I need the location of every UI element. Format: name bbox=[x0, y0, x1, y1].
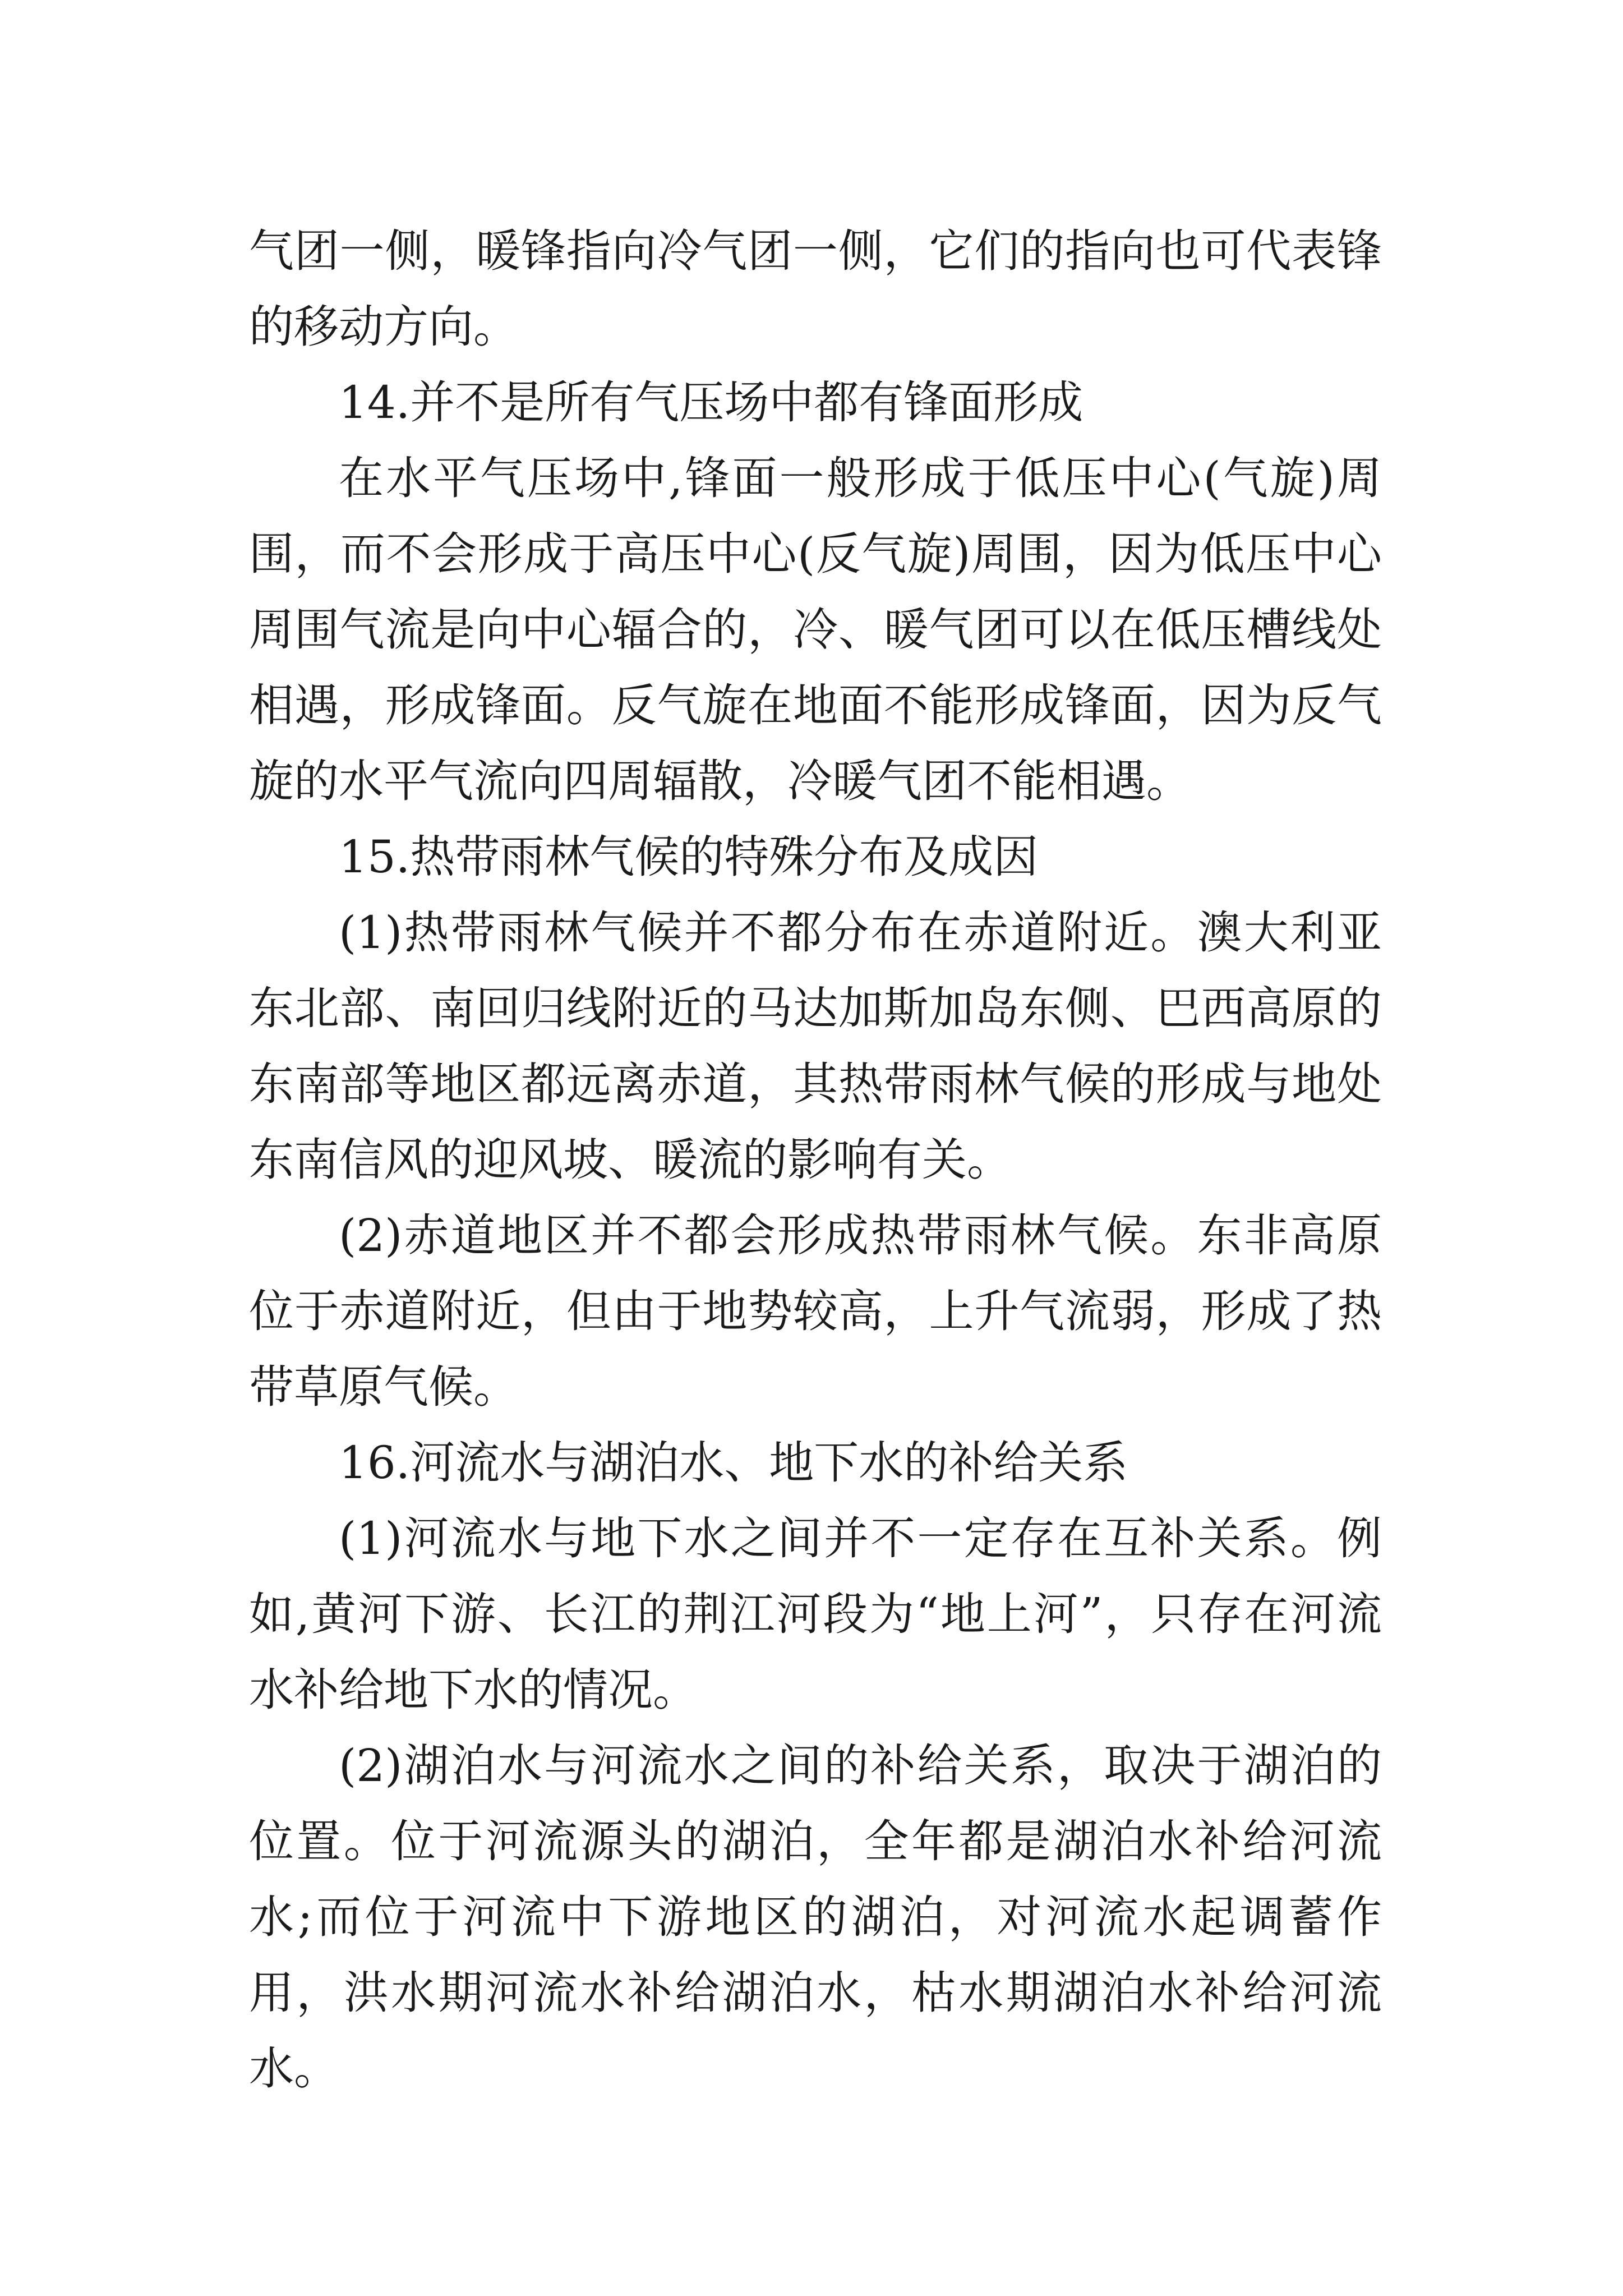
heading-15: 15.热带雨林气候的特殊分布及成因 bbox=[339, 831, 1039, 883]
paragraph-rainforest-1: (1)热带雨林气候并不都分布在赤道附近。澳大利亚东北部、南回归线附近的马达加斯加岛东侧、巴西高原的东南部等地区都远离赤道，其热带雨林气候的形成与地处东南信风的迎风坡、暖流的影响有关。 bbox=[249, 907, 1382, 1186]
paragraph-water-supply-1: (1)河流水与地下水之间并不一定存在互补关系。例如,黄河下游、长江的荆江河段为“地上河”，只存在河流水补给地下水的情况。 bbox=[249, 1512, 1382, 1716]
paragraph-front-formation: 在水平气压场中,锋面一般形成于低压中心(气旋)周围，而不会形成于高压中心(反气旋)周围，因为低压中心周围气流是向中心辐合的，冷、暖气团可以在低压槽线处相遇，形成锋面。反气旋在地面不能形成锋面，因为反气旋的水平气流向四周辐散，冷暖气团不能相遇。 bbox=[249, 452, 1382, 807]
document-body bbox=[249, 213, 1382, 2106]
heading-14: 14.并不是所有气压场中都有锋面形成 bbox=[339, 376, 1083, 429]
paragraph-rainforest-2: (2)赤道地区并不都会形成热带雨林气候。东非高原位于赤道附近，但由于地势较高，上升气流弱，形成了热带草原气候。 bbox=[249, 1209, 1382, 1413]
heading-16: 16.河流水与湖泊水、地下水的补给关系 bbox=[339, 1437, 1128, 1489]
paragraph-water-supply-2: (2)湖泊水与河流水之间的补给关系，取决于湖泊的位置。位于河流源头的湖泊，全年都是湖泊水补给河流水;而位于河流中下游地区的湖泊，对河流水起调蓄作用，洪水期河流水补给湖泊水，枯水期湖泊水补给河流水。 bbox=[249, 1740, 1382, 2095]
paragraph-continuation: 气团一侧，暖锋指向冷气团一侧，它们的指向也可代表锋的移动方向。 bbox=[249, 225, 1382, 353]
